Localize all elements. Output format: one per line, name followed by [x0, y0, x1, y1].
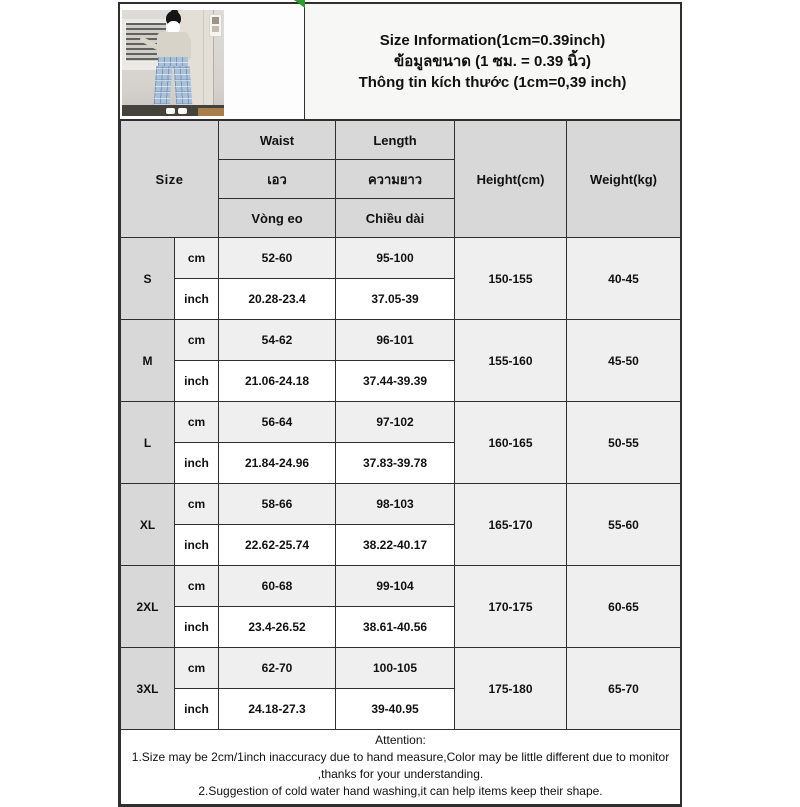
unit-cm-label: cm	[175, 566, 219, 607]
unit-inch-label: inch	[175, 525, 219, 566]
unit-cm-label: cm	[175, 402, 219, 443]
waist-inch-value: 21.84-24.96	[219, 443, 336, 484]
unit-inch-label: inch	[175, 279, 219, 320]
length-cm-value: 99-104	[336, 566, 455, 607]
size-label: 2XL	[121, 566, 175, 648]
waist-cm-value: 58-66	[219, 484, 336, 525]
unit-inch-label: inch	[175, 361, 219, 402]
height-value: 175-180	[455, 648, 567, 730]
wood-floor-corner	[198, 108, 224, 116]
size-row-l-cm	[121, 402, 681, 443]
height-value: 170-175	[455, 566, 567, 648]
wall-poster	[210, 15, 221, 36]
waist-header-th: เอว	[219, 160, 336, 199]
length-inch-value: 39-40.95	[336, 689, 455, 730]
height-value: 150-155	[455, 238, 567, 320]
attention-note	[121, 730, 681, 805]
model-pants-left-leg	[154, 66, 173, 105]
length-header-th: ความยาว	[336, 160, 455, 199]
waist-inch-value: 23.4-26.52	[219, 607, 336, 648]
size-label: 3XL	[121, 648, 175, 730]
door-frame-line	[203, 10, 204, 116]
waist-cm-value: 54-62	[219, 320, 336, 361]
length-inch-value: 37.83-39.78	[336, 443, 455, 484]
size-chart-sheet	[118, 2, 682, 807]
height-value: 155-160	[455, 320, 567, 402]
waist-inch-value: 21.06-24.18	[219, 361, 336, 402]
attention-line-1: 1.Size may be 2cm/1inch inaccuracy due to hand measure,Color may be little different due to monitor ,thanks for your understanding.	[131, 750, 670, 781]
size-table	[120, 120, 681, 805]
header-band	[120, 4, 680, 120]
model-shirt	[157, 32, 189, 59]
height-value: 165-170	[455, 484, 567, 566]
weight-value: 60-65	[567, 566, 681, 648]
length-cm-value: 97-102	[336, 402, 455, 443]
length-inch-value: 38.22-40.17	[336, 525, 455, 566]
waist-cm-value: 56-64	[219, 402, 336, 443]
length-inch-value: 37.44-39.39	[336, 361, 455, 402]
attention-row	[121, 730, 681, 805]
size-row-xl-cm	[121, 484, 681, 525]
waist-cm-value: 62-70	[219, 648, 336, 689]
weight-value: 45-50	[567, 320, 681, 402]
size-row-s-cm	[121, 238, 681, 279]
table-header-row-en	[121, 121, 681, 160]
waist-inch-value: 20.28-23.4	[219, 279, 336, 320]
length-inch-value: 37.05-39	[336, 279, 455, 320]
length-inch-value: 38.61-40.56	[336, 607, 455, 648]
waist-cm-value: 52-60	[219, 238, 336, 279]
size-label: XL	[121, 484, 175, 566]
unit-inch-label: inch	[175, 607, 219, 648]
title-line-vi: Thông tin kích thước (1cm=0,39 inch)	[358, 74, 627, 91]
height-header: Height(cm)	[455, 121, 567, 238]
unit-cm-label: cm	[175, 484, 219, 525]
length-cm-value: 100-105	[336, 648, 455, 689]
attention-line-2: 2.Suggestion of cold water hand washing,it can help items keep their shape.	[198, 784, 603, 798]
unit-cm-label: cm	[175, 320, 219, 361]
unit-cm-label: cm	[175, 648, 219, 689]
unit-inch-label: inch	[175, 443, 219, 484]
weight-value: 65-70	[567, 648, 681, 730]
model-shoe-left	[166, 108, 175, 114]
waist-header-vi: Vòng eo	[219, 199, 336, 238]
length-cm-value: 95-100	[336, 238, 455, 279]
size-info-title	[305, 4, 680, 119]
unit-inch-label: inch	[175, 689, 219, 730]
height-value: 160-165	[455, 402, 567, 484]
size-label: S	[121, 238, 175, 320]
green-corner-mark	[294, 0, 305, 8]
length-header-en: Length	[336, 121, 455, 160]
weight-header: Weight(kg)	[567, 121, 681, 238]
size-row-m-cm	[121, 320, 681, 361]
waist-cm-value: 60-68	[219, 566, 336, 607]
weight-value: 40-45	[567, 238, 681, 320]
weight-value: 55-60	[567, 484, 681, 566]
model-photo-cell	[120, 4, 305, 119]
waist-inch-value: 22.62-25.74	[219, 525, 336, 566]
model-photo	[122, 10, 224, 116]
size-row-2xl-cm	[121, 566, 681, 607]
size-row-3xl-cm	[121, 648, 681, 689]
unit-cm-label: cm	[175, 238, 219, 279]
size-label: L	[121, 402, 175, 484]
waist-inch-value: 24.18-27.3	[219, 689, 336, 730]
model-shoe-right	[178, 108, 187, 114]
title-line-th: ข้อมูลขนาด (1 ซม. = 0.39 นิ้ว)	[393, 53, 592, 70]
size-header-cell: Size	[121, 121, 219, 238]
length-cm-value: 96-101	[336, 320, 455, 361]
model-pants-right-leg	[174, 66, 193, 105]
length-cm-value: 98-103	[336, 484, 455, 525]
size-label: M	[121, 320, 175, 402]
waist-header-en: Waist	[219, 121, 336, 160]
weight-value: 50-55	[567, 402, 681, 484]
attention-title: Attention:	[375, 733, 426, 747]
length-header-vi: Chiều dài	[336, 199, 455, 238]
title-line-en: Size Information(1cm=0.39inch)	[379, 32, 606, 49]
